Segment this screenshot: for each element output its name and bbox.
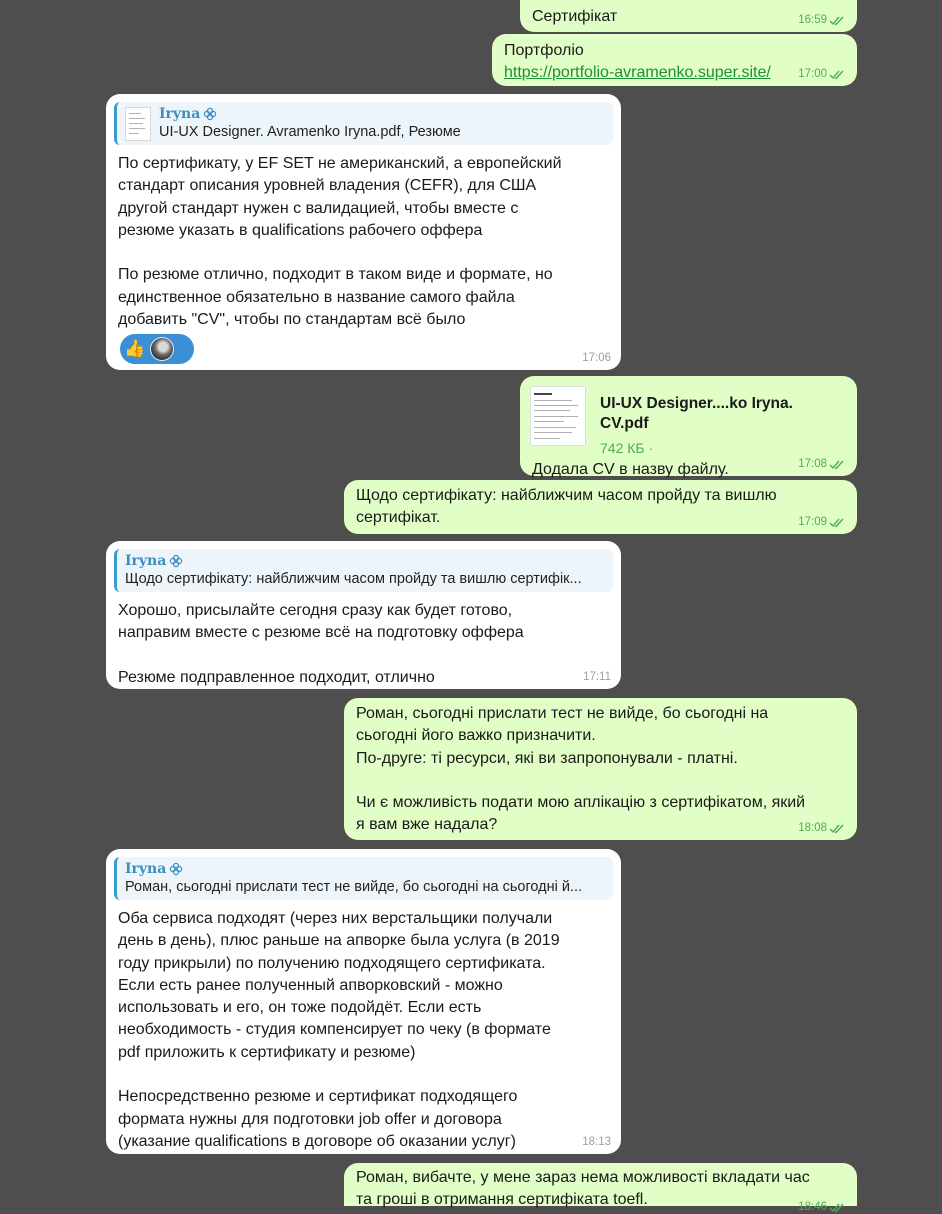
double-check-icon: [829, 517, 845, 528]
double-check-icon: [829, 15, 845, 26]
avatar: [150, 337, 174, 361]
document-thumbnail: [125, 107, 151, 141]
reply-author: [125, 860, 605, 878]
incoming-message[interactable]: [106, 849, 621, 1154]
outgoing-message[interactable]: [492, 34, 857, 86]
double-check-icon: [829, 459, 845, 470]
message-meta: [583, 670, 611, 684]
file-attachment[interactable]: [530, 386, 845, 459]
reply-author-name: Iryna: [125, 861, 167, 877]
outgoing-message[interactable]: [520, 0, 857, 32]
message-meta: [798, 13, 845, 27]
incoming-message[interactable]: [106, 541, 621, 689]
reply-quote[interactable]: [114, 102, 613, 145]
message-time: 17:06: [582, 352, 611, 364]
file-name: UI-UX Designer....ko Iryna. CV.pdf: [600, 395, 793, 432]
reply-author: [125, 552, 605, 570]
outgoing-message[interactable]: [344, 698, 857, 840]
incoming-message[interactable]: [106, 94, 621, 370]
message-text: Хорошо, присылайте сегодня сразу как будет готово, направим вместе с резюме всё на подготовку оффера Резюме подправленное подходит, отлично: [118, 602, 524, 686]
thumbs-up-icon: 👍: [124, 339, 146, 358]
flower-icon: [203, 107, 217, 121]
reply-text: Роман, сьогодні прислати тест не вийде, бо сьогодні на сьогодні й...: [125, 879, 583, 895]
outgoing-message[interactable]: [344, 480, 857, 534]
reply-author: [159, 105, 605, 123]
reply-quote[interactable]: [114, 549, 613, 592]
message-meta: [798, 457, 845, 471]
reactions-badge[interactable]: [120, 334, 194, 364]
reply-quote[interactable]: [114, 857, 613, 900]
message-text: По сертификату, у EF SET не американский, а европейский стандарт описания уровней владения (CEFR), для США другой стандарт нужен с валидацией, чтобы вместе с резюме указать в qualifications рабочего оффера По резюме отлично, подходит в таком виде и формате, но единственное обязательно в название самого файла добавить "CV", чтобы по стандартам всё было: [118, 155, 562, 329]
message-time: 17:09: [798, 516, 827, 528]
double-check-icon: [829, 69, 845, 80]
message-time: 16:59: [798, 14, 827, 26]
message-time: 18:13: [582, 1136, 611, 1148]
reply-text: Щодо сертифікату: найближчим часом пройду та вишлю сертифік...: [125, 571, 582, 587]
message-meta: [582, 1135, 611, 1149]
message-time: 18:46: [798, 1201, 827, 1213]
message-meta: [798, 821, 845, 835]
flower-icon: [169, 554, 183, 568]
message-time: 17:08: [798, 458, 827, 470]
message-text: Роман, сьогодні прислати тест не вийде, бо сьогодні на сьогодні його важко призначити. По-друге: ті ресурси, які ви запропонували - платні. Чи є можливість подати мою аплікацію з сертифікатом, який я вам вже надала?: [356, 705, 806, 834]
message-text: Сертифікат: [532, 8, 618, 25]
message-text: Роман, вибачте, у мене зараз нема можливості вкладати час та гроші в отримання сертифіката toefl.: [356, 1169, 810, 1209]
outgoing-message[interactable]: [344, 1163, 857, 1213]
message-meta: [798, 1200, 845, 1214]
portfolio-link[interactable]: https://portfolio-avramenko.super.site/: [504, 64, 771, 82]
message-time: 17:00: [798, 68, 827, 80]
flower-icon: [169, 862, 183, 876]
double-check-icon: [829, 1202, 845, 1213]
reply-text: UI-UX Designer. Avramenko Iryna.pdf, Резюме: [159, 124, 461, 140]
message-time: 18:08: [798, 822, 827, 834]
message-text: Портфоліо: [504, 42, 584, 59]
message-meta: [798, 515, 845, 529]
double-check-icon: [829, 823, 845, 834]
message-text: Додала CV в назву файлу.: [532, 461, 729, 479]
outgoing-message[interactable]: [520, 376, 857, 479]
message-time: 17:11: [583, 671, 611, 683]
pdf-file-icon: [530, 386, 586, 446]
message-meta: [798, 67, 845, 81]
reply-author-name: Iryna: [159, 106, 201, 122]
reply-author-name: Iryna: [125, 553, 167, 569]
message-text: Щодо сертифікату: найближчим часом пройду та вишлю сертифікат.: [356, 487, 777, 527]
message-meta: [582, 351, 611, 365]
file-size: 742 КБ ·: [600, 440, 654, 456]
message-text: Оба сервиса подходят (через них верстальщики получали день в день), плюс раньше на апворке была услуга (в 2019 году прикрыли) по получению подходящего сертификата. Если есть ранее полученный апворковский - можно использовать и его, он тоже подойдёт. Если есть необходимость - студия компенсирует по чеку (в формате pdf приложить к сертификату и резюме) Непосредственно резюме и сертификат подходящего формата нужны для подготовки job offer и договора (указание qualifications в договоре об оказании услуг): [118, 910, 560, 1150]
